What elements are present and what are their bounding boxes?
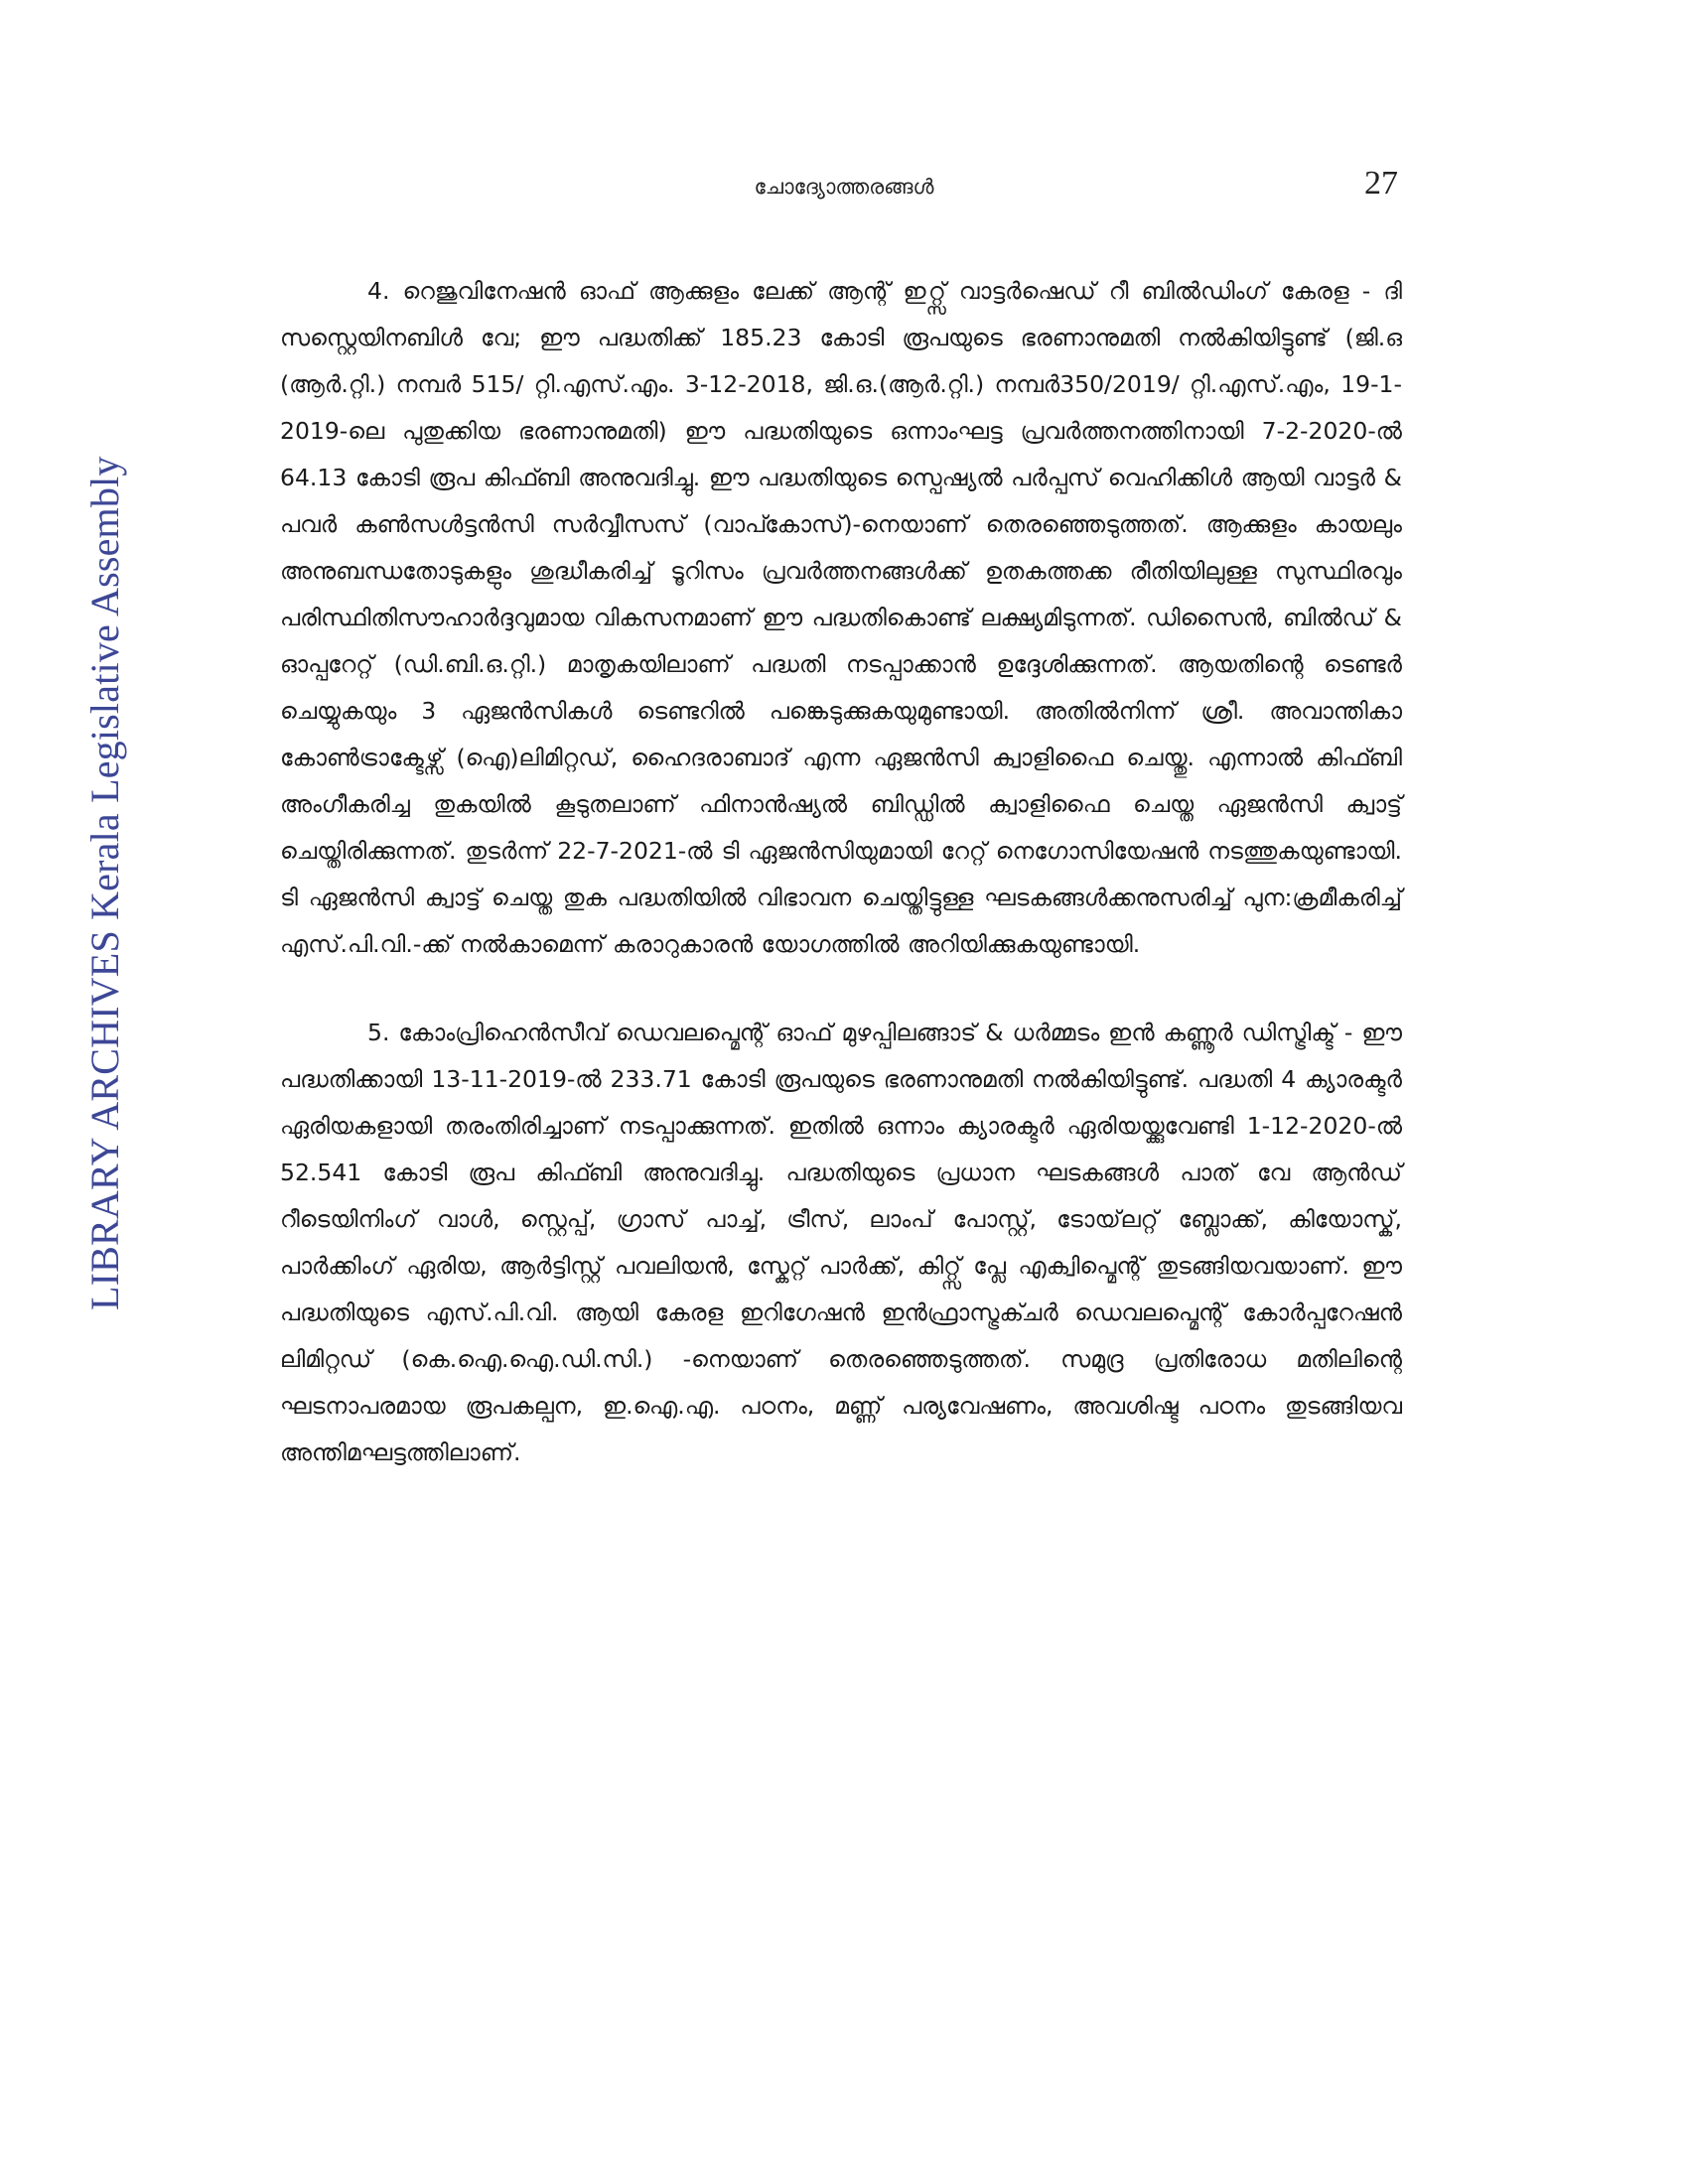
running-header <box>0 165 1688 210</box>
archive-watermark: LIBRARY ARCHIVES Kerala Legislative Assembly <box>82 456 127 1310</box>
paragraph-item-4: 4. റെജുവിനേഷൻ ഓഫ് ആക്കുളം ലേക്ക് ആന്റ് ഇറ്റ്സ് വാട്ടർഷെഡ് റീ ബിൽഡിംഗ് കേരള - ദി സസ്റ്റെയിനബിൾ വേ; ഈ പദ്ധതിക്ക് 185.23 കോടി രൂപയുടെ ഭരണാനുമതി നൽകിയിട്ടുണ്ട് (ജി.ഒ (ആർ.റ്റി.) നമ്പർ 515/ റ്റി.എസ്.എം. 3-12-2018, ജി.ഒ.(ആർ.റ്റി.) നമ്പർ350/2019/ റ്റി.എസ്.എം, 19-1-2019-ലെ പുതുക്കിയ ഭരണാനുമതി) ഈ പദ്ധതിയുടെ ഒന്നാംഘട്ട പ്രവർത്തനത്തിനായി 7-2-2020-ൽ 64.13 കോടി രൂപ കിഫ്ബി അനുവദിച്ചു. ഈ പദ്ധതിയുടെ സ്പെഷ്യൽ പർപ്പസ് വെഹിക്കിൾ ആയി വാട്ടർ & പവർ കൺസൾട്ടൻസി സർവ്വീസസ് (വാപ്കോസ്)-നെയാണ് തെരഞ്ഞെടുത്തത്. ആക്കുളം കായലും അനുബന്ധതോടുകളും ശുദ്ധീകരിച്ച് ടൂറിസം പ്രവർത്തനങ്ങൾക്ക് ഉതകത്തക്ക രീതിയിലുള്ള സുസ്ഥിരവും പരിസ്ഥിതിസൗഹാർദ്ദവുമായ വികസനമാണ് ഈ പദ്ധതികൊണ്ട് ലക്ഷ്യമിടുന്നത്. ഡിസൈൻ, ബിൽഡ് & ഓപ്പറേറ്റ് (ഡി.ബി.ഒ.റ്റി.) മാതൃകയിലാണ് പദ്ധതി നടപ്പാക്കാൻ ഉദ്ദേശിക്കുന്നത്. ആയതിന്റെ ടെണ്ടർ ചെയ്യുകയും 3 ഏജൻസികൾ ടെണ്ടറിൽ പങ്കെടുക്കുകയുമുണ്ടായി. അതിൽനിന്ന് ശ്രീ. അവാന്തികാ കോൺട്രാക്ടേഴ്സ് (ഐ)ലിമിറ്റഡ്, ഹൈദരാബാദ് എന്ന ഏജൻസി ക്വാളിഫൈ ചെയ്തു. എന്നാൽ കിഫ്ബി അംഗീകരിച്ച തുകയിൽ കൂടുതലാണ് ഫിനാൻഷ്യൽ ബിഡ്ഡിൽ ക്വാളിഫൈ ചെയ്ത ഏജൻസി ക്വാട്ട് ചെയ്തിരിക്കുന്നത്. തുടർന്ന് 22-7-2021-ൽ ടി ഏജൻസിയുമായി റേറ്റ് നെഗോസിയേഷൻ നടത്തുകയുണ്ടായി. ടി ഏജൻസി ക്വാട്ട് ചെയ്ത തുക പദ്ധതിയിൽ വിഭാവന ചെയ്തിട്ടുള്ള ഘടകങ്ങൾക്കനുസരിച്ച് പുന:ക്രമീകരിച്ച് എസ്.പി.വി.-ക്ക് നൽകാമെന്ന് കരാറുകാരൻ യോഗത്തിൽ അറിയിക്കുകയുണ്ടായി. <box>280 277 1402 958</box>
document-body <box>280 268 1402 1476</box>
page-number: 27 <box>1364 165 1398 202</box>
paragraph-item-5: 5. കോംപ്രിഹെൻസീവ് ഡെവലപ്മെന്റ് ഓഫ് മുഴപ്പിലങ്ങാട് & ധർമ്മടം ഇൻ കണ്ണൂർ ഡിസ്ട്രിക്ട് - ഈ പദ്ധതിക്കായി 13-11-2019-ൽ 233.71 കോടി രൂപയുടെ ഭരണാനുമതി നൽകിയിട്ടുണ്ട്. പദ്ധതി 4 ക്യാരക്ടർ ഏരിയകളായി തരംതിരിച്ചാണ് നടപ്പാക്കുന്നത്. ഇതിൽ ഒന്നാം ക്യാരക്ടർ ഏരിയയ്ക്കുവേണ്ടി 1-12-2020-ൽ 52.541 കോടി രൂപ കിഫ്ബി അനുവദിച്ചു. പദ്ധതിയുടെ പ്രധാന ഘടകങ്ങൾ പാത് വേ ആൻഡ് റീടെയിനിംഗ് വാൾ, സ്റ്റെപ്പ്, ഗ്രാസ് പാച്ച്, ട്രീസ്, ലാംപ് പോസ്റ്റ്, ടോയ്‌ലറ്റ് ബ്ലോക്ക്, കിയോസ്ക്, പാർക്കിംഗ് ഏരിയ, ആർട്ടിസ്റ്റ് പവലിയൻ, സ്കേറ്റ് പാർക്ക്, കിറ്റ്സ് പ്ലേ എക്വിപ്മെന്റ് തുടങ്ങിയവയാണ്. ഈ പദ്ധതിയുടെ എസ്.പി.വി. ആയി കേരള ഇറിഗേഷൻ ഇൻഫ്രാസ്ട്രക്ചർ ഡെവലപ്മെന്റ് കോർപ്പറേഷൻ ലിമിറ്റഡ് (കെ.ഐ.ഐ.ഡി.സി.) -നെയാണ് തെരഞ്ഞെടുത്തത്. സമുദ്ര പ്രതിരോധ മതിലിന്റെ ഘടനാപരമായ രൂപകല്പന, ഇ.ഐ.എ. പഠനം, മണ്ണ് പര്യവേഷണം, അവശിഷ്ട പഠനം തുടങ്ങിയവ അന്തിമഘട്ടത്തിലാണ്. <box>280 1019 1402 1466</box>
header-title: ചോദ്യോത്തരങ്ങൾ <box>754 175 934 199</box>
